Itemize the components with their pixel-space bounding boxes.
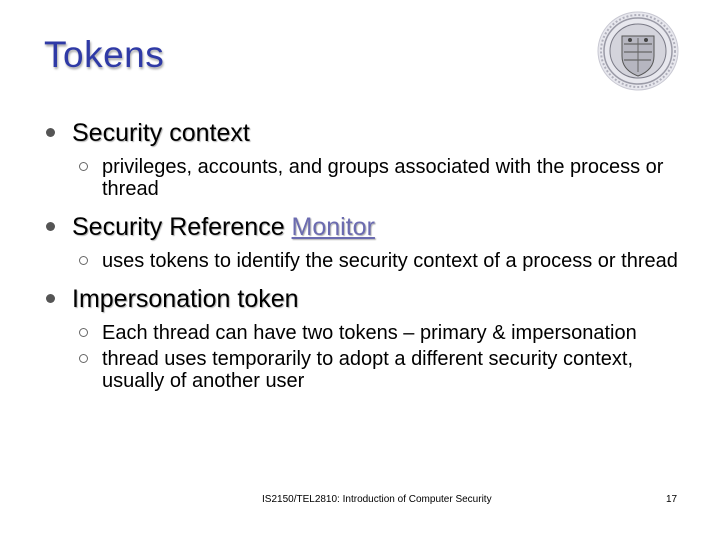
slide-title: Tokens	[44, 34, 165, 75]
sub-bullet	[46, 250, 686, 272]
bullet-list	[46, 118, 686, 392]
bullet-label: Security context	[72, 119, 250, 147]
sub-bullet	[46, 348, 686, 392]
footer-text: IS2150/TEL2810: Introduction of Computer Security	[262, 494, 492, 505]
hollow-bullet-icon	[79, 328, 88, 337]
hollow-bullet-icon	[79, 354, 88, 363]
page-number: 17	[666, 494, 678, 505]
bullet-label: Impersonation token	[72, 285, 299, 313]
bullet-label-prefix: Security Reference	[72, 213, 292, 241]
bullet-security-reference-monitor	[46, 212, 686, 242]
university-seal-icon	[596, 10, 680, 92]
bullet-dot-icon	[46, 294, 55, 303]
sub-bullet-text: Each thread can have two tokens – primary & impersonation	[102, 322, 637, 344]
bullet-dot-icon	[46, 222, 55, 231]
sub-bullet	[46, 156, 686, 200]
sub-bullet-text: privileges, accounts, and groups associated with the process or thread	[102, 156, 664, 200]
sub-bullet-text: thread uses temporarily to adopt a different security context, usually of another user	[102, 348, 634, 392]
bullet-dot-icon	[46, 128, 55, 137]
sub-bullet	[46, 322, 686, 344]
sub-bullet-text: uses tokens to identify the security context of a process or thread	[102, 250, 678, 272]
bullet-impersonation-token	[46, 284, 686, 314]
hollow-bullet-icon	[79, 256, 88, 265]
bullet-security-context	[46, 118, 686, 148]
hollow-bullet-icon	[79, 162, 88, 171]
monitor-link[interactable]: Monitor	[291, 213, 375, 241]
